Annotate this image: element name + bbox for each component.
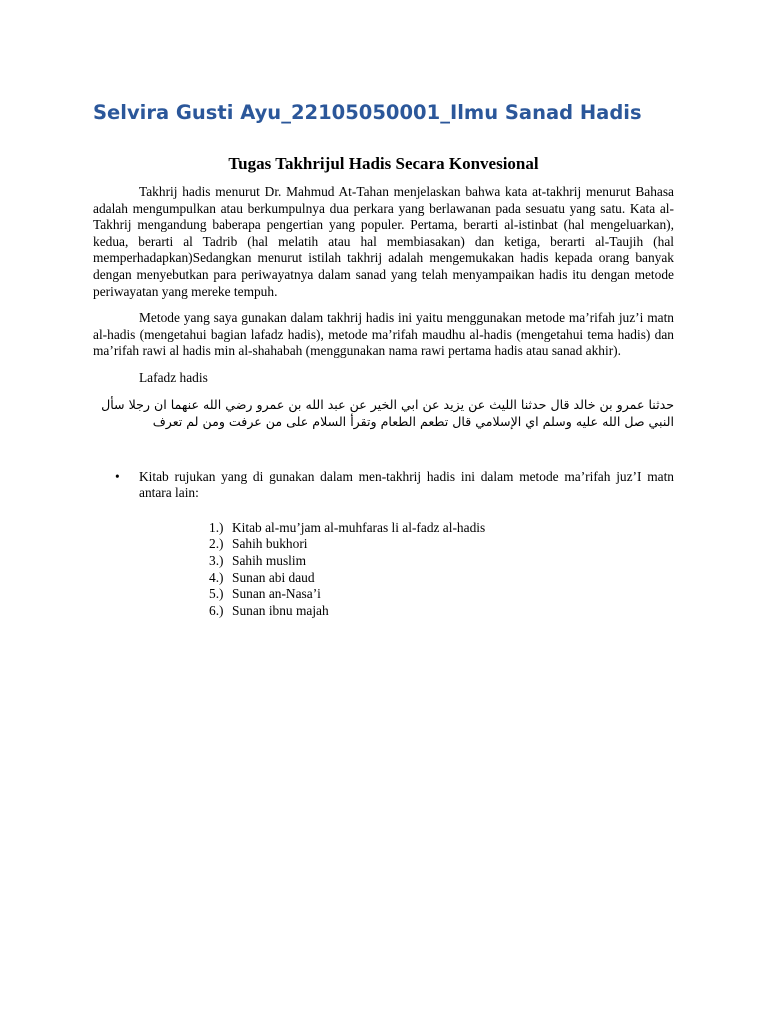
list-item-number: 1.) (209, 519, 224, 535)
paragraph-takhrij-definition: Takhrij hadis menurut Dr. Mahmud At-Tahan menjelaskan bahwa kata at-takhrij menurut Bahasa adalah mengumpulkan atau berkumpulnya dua perkara yang berlawanan pada sesuatu yang satu. Kata al-Takhrij mengandung baberapa pengertian yang populer. Pertama, berarti al-istinbat (hal mengeluarkan), kedua, berarti al Tadrib (hal melatih atau hal membiasakan) dan ketiga, berarti al-Taujih (hal memperhadapkan)Sedangkan menurut istilah takhrij adalah mengemukakan hadis kepada orang banyak dengan menyebutkan para periwayatnya dalam sanad yang telah menyampaikan hadis itu dengan metode periwayatan yang mereke tempuh. (93, 184, 674, 299)
list-item-label: Sunan ibnu majah (232, 602, 329, 618)
list-item (209, 553, 674, 570)
reference-bullet (93, 469, 674, 620)
list-item (209, 586, 674, 603)
list-item-label: Kitab al-mu’jam al-muhfaras li al-fadz al-hadis (232, 519, 486, 535)
list-item (209, 520, 674, 537)
list-item-label: Sahih muslim (232, 552, 307, 568)
document-title: Selvira Gusti Ayu_22105050001_Ilmu Sanad Hadis (93, 101, 642, 124)
lafadz-label: Lafadz hadis (139, 369, 208, 385)
arabic-hadith-text: حدثنا عمرو بن خالد قال حدثنا الليث عن يزيد عن ابي الخير عن عبد الله بن عمرو رضي الله عنهما ان رجلا سأل النبي صل الله عليه وسلم اي الإسلامي قال تطعم الطعام وتقرأ السلام على من عرفت ومن لم تعرف (101, 396, 674, 429)
main-heading: Tugas Takhrijul Hadis Secara Konvesional (228, 154, 539, 173)
list-item-label: Sunan abi daud (232, 569, 315, 585)
list-item-number: 4.) (209, 569, 224, 585)
list-item-label: Sahih bukhori (232, 536, 308, 552)
bullet-icon: • (115, 468, 120, 484)
list-item (209, 536, 674, 553)
list-item (209, 603, 674, 620)
list-item-number: 6.) (209, 602, 224, 618)
list-item-number: 3.) (209, 552, 224, 568)
list-item-number: 5.) (209, 586, 224, 602)
book-list (139, 520, 674, 620)
paragraph-methods: Metode yang saya gunakan dalam takhrij hadis ini yaitu menggunakan metode ma’rifah juz’i matn al-hadis (mengetahui bagian lafadz hadis), metode ma’rifah maudhu al-hadis (mengetahui tema hadis) dan ma’rifah rawi al hadis min al-shahabah (menggunakan nama rawi pertama hadis atau sanad akhir). (93, 310, 674, 359)
list-item-label: Sunan an-Nasa’i (232, 586, 321, 602)
bullet-text: Kitab rujukan yang di gunakan dalam men-takhrij hadis ini dalam metode ma’rifah juz’I matn antara lain: (139, 468, 674, 501)
document-page (93, 100, 674, 619)
list-item (209, 570, 674, 587)
list-item-number: 2.) (209, 536, 224, 552)
